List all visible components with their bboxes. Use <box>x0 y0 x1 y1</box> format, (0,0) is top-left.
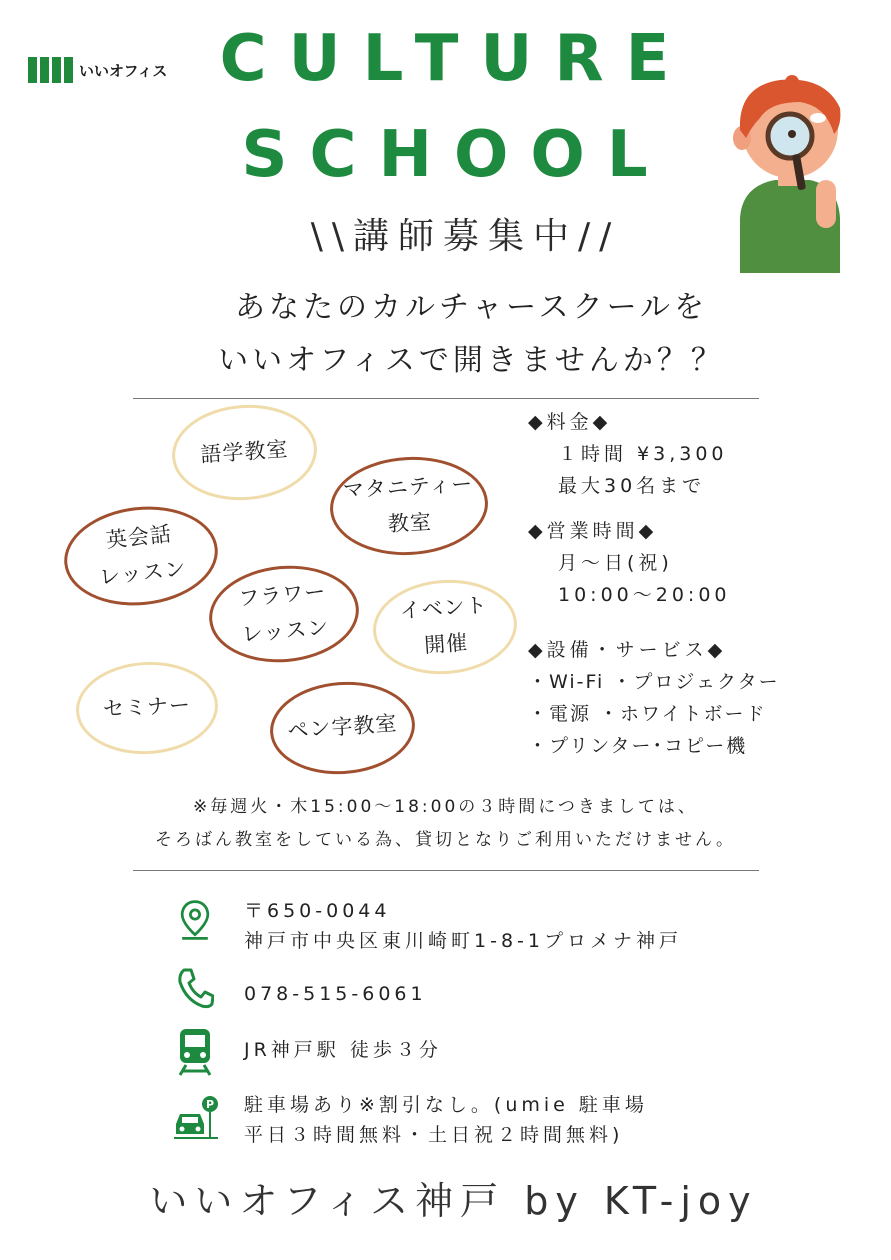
postal-code: 〒650-0044 <box>244 900 391 922</box>
facilities-heading: ◆設備・サービス◆ <box>528 639 727 661</box>
class-label: レッスン <box>97 556 188 590</box>
class-label: 開催 <box>423 630 469 658</box>
class-label: マタニティー <box>342 471 474 503</box>
footer-brand: いいオフィス神戸 by KT-joy <box>149 1179 758 1223</box>
pricing-heading: ◆料金◆ <box>528 411 612 433</box>
logo-text: いいオフィス <box>79 61 168 80</box>
class-bubble-maternity <box>328 453 491 559</box>
recruiting-teachers-heading: \\講師募集中// <box>310 216 621 257</box>
station-access: JR神戸駅 徒歩３分 <box>244 1039 442 1061</box>
phone-number: 078-515-6061 <box>244 983 427 1005</box>
pricing-capacity: 最大30名まで <box>558 475 706 497</box>
parking-line-2: 平日３時間無料・土日祝２時間無料) <box>244 1124 624 1146</box>
parking-line-1: 駐車場あり※割引なし。(umie 駐車場 <box>244 1094 648 1116</box>
map-pin-icon <box>176 898 214 942</box>
notice-line-2: そろばん教室をしている為、貸切となりご利用いただけません。 <box>154 830 737 850</box>
class-bubble-english <box>59 499 222 613</box>
notice-line-1: ※毎週火・木15:00～18:00の３時間につきましては、 <box>193 797 698 817</box>
pricing-rate: １時間 ¥3,300 <box>558 443 728 465</box>
class-label: セミナー <box>102 692 192 722</box>
hours-time: 10:00～20:00 <box>558 584 731 606</box>
class-label: ペン字教室 <box>286 711 399 743</box>
address-block <box>244 896 682 956</box>
class-label: 語学教室 <box>199 436 290 467</box>
class-bubble-flower <box>205 560 363 669</box>
class-label: 教室 <box>387 509 433 537</box>
title-line-1: CULTURE <box>219 22 692 96</box>
class-label: イベント <box>398 593 489 624</box>
facilities-line: ・プリンター･コピー機 <box>528 735 748 757</box>
class-bubble-event <box>370 575 520 679</box>
svg-text:P: P <box>205 1098 215 1111</box>
train-icon <box>176 1025 214 1077</box>
hours-block <box>528 515 731 611</box>
class-label: 英会話 <box>104 522 174 553</box>
class-label: フラワー <box>237 579 328 612</box>
facilities-line: ・電源 ・ホワイトボード <box>528 703 767 725</box>
facilities-block <box>528 634 780 762</box>
lead-line-2: いいオフィスで開きませんか？？ <box>218 343 725 378</box>
pricing-block <box>528 406 728 502</box>
class-bubble-seminar <box>74 658 221 757</box>
hours-heading: ◆営業時間◆ <box>528 520 658 542</box>
phone-icon <box>176 966 214 1010</box>
class-bubble-language <box>169 400 320 505</box>
class-label: レッスン <box>240 615 331 647</box>
title-line-2: SCHOOL <box>241 118 670 192</box>
class-bubble-calligraphy <box>267 677 418 779</box>
facilities-line: ・Wi-Fi ・プロジェクター <box>528 671 780 693</box>
parking-car-icon <box>172 1094 220 1142</box>
divider-top <box>133 398 759 399</box>
lead-line-1: あなたのカルチャースクールを <box>235 290 708 325</box>
street-address: 神戸市中央区東川崎町1-8-1プロメナ神戸 <box>244 930 682 952</box>
divider-bottom <box>133 870 759 871</box>
hours-days: 月～日(祝) <box>558 552 673 574</box>
parking-info <box>244 1090 648 1150</box>
